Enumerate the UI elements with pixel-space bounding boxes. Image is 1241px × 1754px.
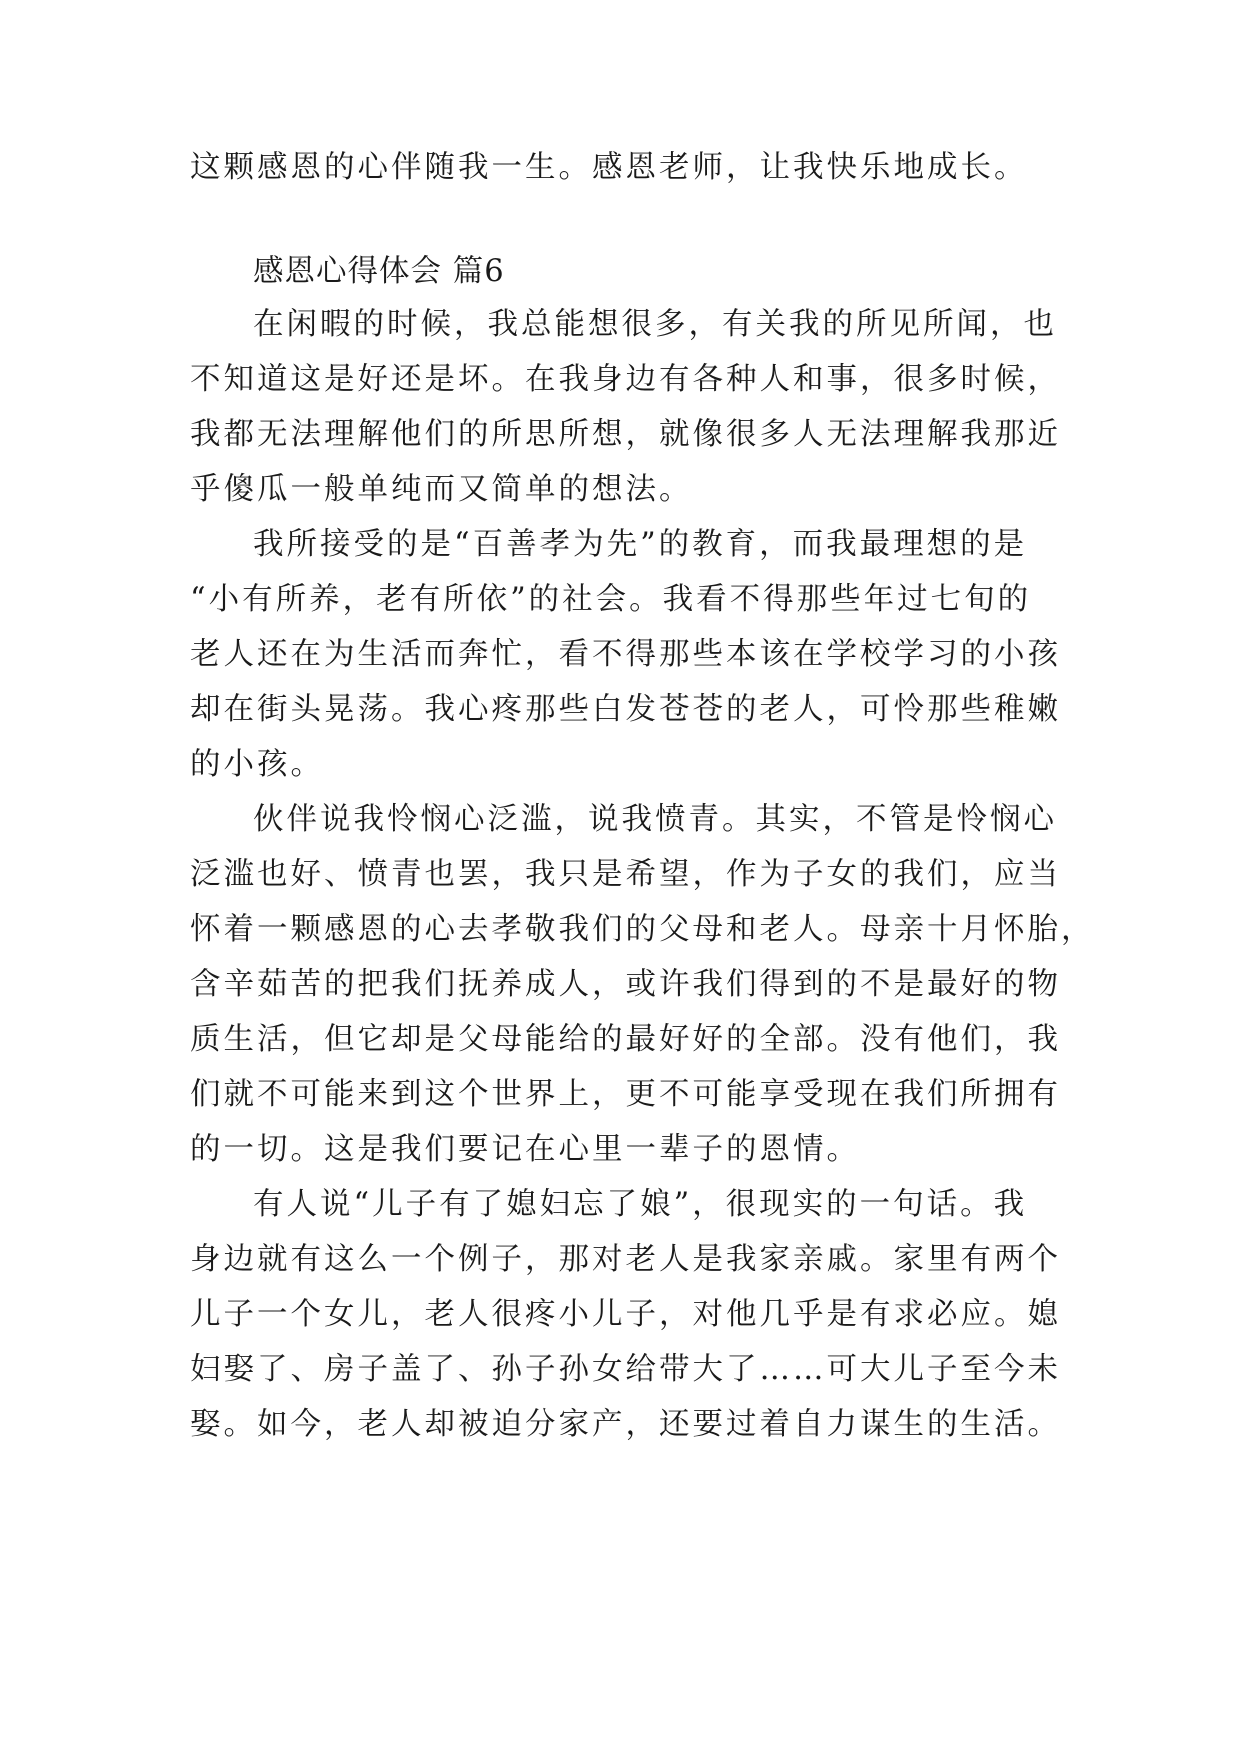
paragraph-line: 的小孩。	[190, 747, 324, 782]
preceding-paragraph-tail: 这颗感恩的心伴随我一生。感恩老师，让我快乐地成长。	[190, 150, 1028, 185]
paragraph-line: 在闲暇的时候，我总能想很多，有关我的所见所闻，也	[253, 307, 1057, 342]
paragraph-line: 的一切。这是我们要记在心里一辈子的恩情。	[190, 1132, 860, 1167]
paragraph-line: 含辛茹苦的把我们抚养成人，或许我们得到的不是最好的物	[190, 967, 1061, 1002]
paragraph-line: 质生活，但它却是父母能给的最好好的全部。没有他们，我	[190, 1022, 1061, 1057]
paragraph-line: 乎傻瓜一般单纯而又简单的想法。	[190, 472, 693, 507]
paragraph-line: 娶。如今，老人却被迫分家产，还要过着自力谋生的生活。	[190, 1407, 1061, 1442]
paragraph-line: 怀着一颗感恩的心去孝敬我们的父母和老人。母亲十月怀胎，	[190, 912, 1095, 947]
paragraph-line: 儿子一个女儿，老人很疼小儿子，对他几乎是有求必应。媳	[190, 1297, 1061, 1332]
paragraph-line: 妇娶了、房子盖了、孙子孙女给带大了……可大儿子至今未	[190, 1352, 1061, 1387]
paragraph-line: 泛滥也好、愤青也罢，我只是希望，作为子女的我们，应当	[190, 857, 1061, 892]
section-heading: 感恩心得体会 篇6	[253, 254, 505, 289]
paragraph-line: “小有所养，老有所依”的社会。我看不得那些年过七旬的	[190, 582, 1032, 617]
paragraph-line: 身边就有这么一个例子，那对老人是我家亲戚。家里有两个	[190, 1242, 1061, 1277]
paragraph-line: 老人还在为生活而奔忙，看不得那些本该在学校学习的小孩	[190, 637, 1061, 672]
paragraph-line: 我所接受的是“百善孝为先”的教育，而我最理想的是	[253, 527, 1028, 562]
paragraph-line: 们就不可能来到这个世界上，更不可能享受现在我们所拥有	[190, 1077, 1061, 1112]
paragraph-line: 却在街头晃荡。我心疼那些白发苍苍的老人，可怜那些稚嫩	[190, 692, 1061, 727]
paragraph-line: 不知道这是好还是坏。在我身边有各种人和事，很多时候，	[190, 362, 1061, 397]
paragraph-line: 有人说“儿子有了媳妇忘了娘”，很现实的一句话。我	[253, 1187, 1028, 1222]
paragraph-line: 伙伴说我怜悯心泛滥，说我愤青。其实，不管是怜悯心	[253, 802, 1057, 837]
paragraph-line: 我都无法理解他们的所思所想，就像很多人无法理解我那近	[190, 417, 1061, 452]
